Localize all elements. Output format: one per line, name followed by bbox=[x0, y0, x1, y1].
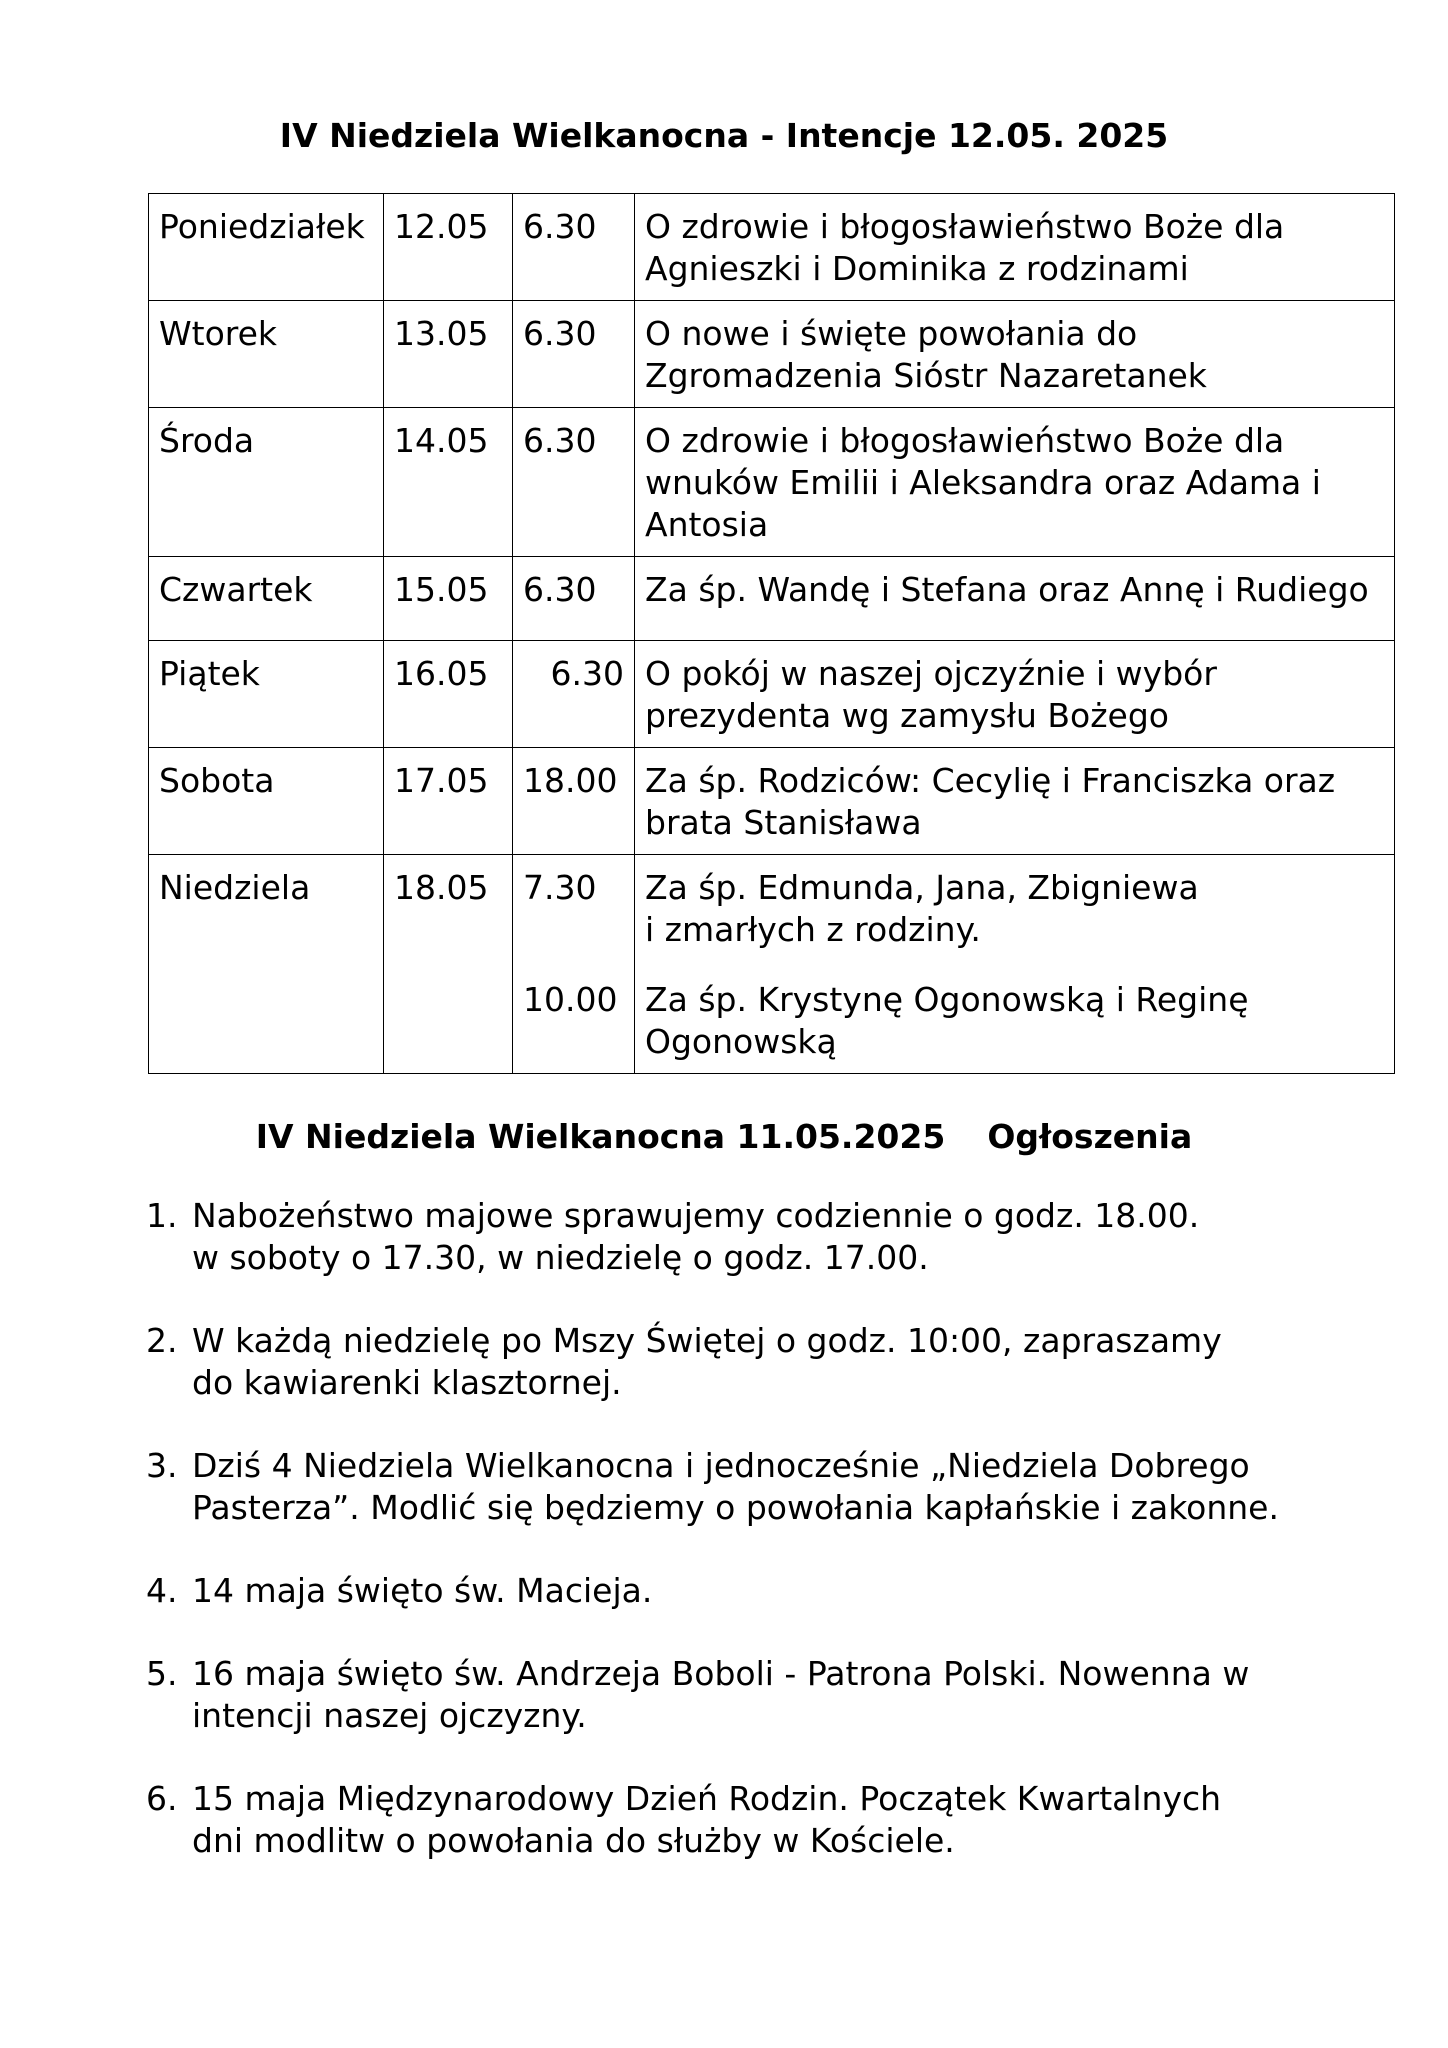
item-number: 3. bbox=[146, 1446, 178, 1485]
announcements-list bbox=[146, 1195, 1366, 1903]
day-cell: Wtorek bbox=[149, 301, 384, 408]
intentions-title: IV Niedziela Wielkanocna - Intencje 12.05. 2025 bbox=[279, 116, 1169, 155]
date-cell: 18.05 bbox=[384, 855, 513, 1074]
intention-cell: O nowe i święte powołania do Zgromadzenia Sióstr Nazaretanek bbox=[635, 301, 1395, 408]
item-line: W każdą niedzielę po Mszy Świętej o godz. 10:00, zapraszamy bbox=[192, 1321, 1222, 1360]
list-item bbox=[146, 1653, 1366, 1737]
item-line: Pasterza”. Modlić się będziemy o powołania kapłańskie i zakonne. bbox=[192, 1488, 1279, 1527]
intention-cell: O pokój w naszej ojczyźnie i wybór prezydenta wg zamysłu Bożego bbox=[635, 641, 1395, 748]
item-number: 4. bbox=[146, 1571, 178, 1610]
table-row bbox=[149, 641, 1395, 748]
item-number: 2. bbox=[146, 1321, 178, 1360]
day-cell: Piątek bbox=[149, 641, 384, 748]
table-row bbox=[149, 301, 1395, 408]
list-item bbox=[146, 1320, 1366, 1404]
date-cell: 16.05 bbox=[384, 641, 513, 748]
item-line: Dziś 4 Niedziela Wielkanocna i jednocześnie „Niedziela Dobrego bbox=[192, 1446, 1250, 1485]
time-spacer bbox=[523, 909, 624, 951]
item-line: Nabożeństwo majowe sprawujemy codziennie o godz. 18.00. bbox=[192, 1196, 1200, 1235]
day-cell: Środa bbox=[149, 408, 384, 557]
item-line: 16 maja święto św. Andrzeja Boboli - Patrona Polski. Nowenna w bbox=[192, 1654, 1250, 1693]
date-cell: 14.05 bbox=[384, 408, 513, 557]
intention-cell: Za śp. Rodziców: Cecylię i Franciszka oraz brata Stanisława bbox=[635, 748, 1395, 855]
time-gap bbox=[523, 951, 624, 979]
table-row bbox=[149, 408, 1395, 557]
item-line: w soboty o 17.30, w niedzielę o godz. 17.00. bbox=[192, 1238, 929, 1277]
date-cell: 15.05 bbox=[384, 557, 513, 641]
date-cell: 17.05 bbox=[384, 748, 513, 855]
item-number: 1. bbox=[146, 1196, 178, 1235]
time-cell: 18.00 bbox=[513, 748, 635, 855]
item-line: dni modlitw o powołania do służby w Kościele. bbox=[192, 1821, 955, 1860]
item-line: do kawiarenki klasztornej. bbox=[192, 1363, 622, 1402]
time-cell: 6.30 bbox=[513, 194, 635, 301]
announcements-title-right: Ogłoszenia bbox=[987, 1117, 1193, 1156]
day-cell: Niedziela bbox=[149, 855, 384, 1074]
intention-second: Za śp. Krystynę Ogonowską i Reginę Ogonowską bbox=[645, 980, 1249, 1061]
time-cell: 6.30 bbox=[513, 641, 635, 748]
intention-first-line1: Za śp. Edmunda, Jana, Zbigniewa bbox=[645, 868, 1199, 907]
announcements-title-left: IV Niedziela Wielkanocna 11.05.2025 bbox=[255, 1117, 946, 1156]
item-line: intencji naszej ojczyzny. bbox=[192, 1696, 587, 1735]
time-cell: 6.30 bbox=[513, 301, 635, 408]
time-cell bbox=[513, 855, 635, 1074]
item-line: 14 maja święto św. Macieja. bbox=[192, 1571, 653, 1610]
time-first: 7.30 bbox=[523, 868, 597, 907]
intention-cell bbox=[635, 855, 1395, 1074]
table-row bbox=[149, 194, 1395, 301]
intention-cell: O zdrowie i błogosławieństwo Boże dla Agnieszki i Dominika z rodzinami bbox=[635, 194, 1395, 301]
intention-first-line2: i zmarłych z rodziny. bbox=[645, 910, 981, 949]
table-row bbox=[149, 748, 1395, 855]
list-item bbox=[146, 1778, 1366, 1862]
day-cell: Czwartek bbox=[149, 557, 384, 641]
list-item bbox=[146, 1195, 1366, 1279]
table-row bbox=[149, 557, 1395, 641]
item-number: 5. bbox=[146, 1654, 178, 1693]
day-cell: Sobota bbox=[149, 748, 384, 855]
time-cell: 6.30 bbox=[513, 408, 635, 557]
item-line: 15 maja Międzynarodowy Dzień Rodzin. Początek Kwartalnych bbox=[192, 1779, 1222, 1818]
intention-cell: Za śp. Wandę i Stefana oraz Annę i Rudiego bbox=[635, 557, 1395, 641]
list-item bbox=[146, 1570, 1366, 1612]
announcements-title bbox=[0, 1117, 1448, 1157]
intention-cell: O zdrowie i błogosławieństwo Boże dla wnuków Emilii i Aleksandra oraz Adama i Antosia bbox=[635, 408, 1395, 557]
intentions-table bbox=[148, 193, 1395, 1074]
intention-gap bbox=[645, 951, 1384, 979]
day-cell: Poniedziałek bbox=[149, 194, 384, 301]
date-cell: 12.05 bbox=[384, 194, 513, 301]
item-number: 6. bbox=[146, 1779, 178, 1818]
list-item bbox=[146, 1445, 1366, 1529]
date-cell: 13.05 bbox=[384, 301, 513, 408]
time-second: 10.00 bbox=[523, 980, 618, 1019]
table-row bbox=[149, 855, 1395, 1074]
time-cell: 6.30 bbox=[513, 557, 635, 641]
